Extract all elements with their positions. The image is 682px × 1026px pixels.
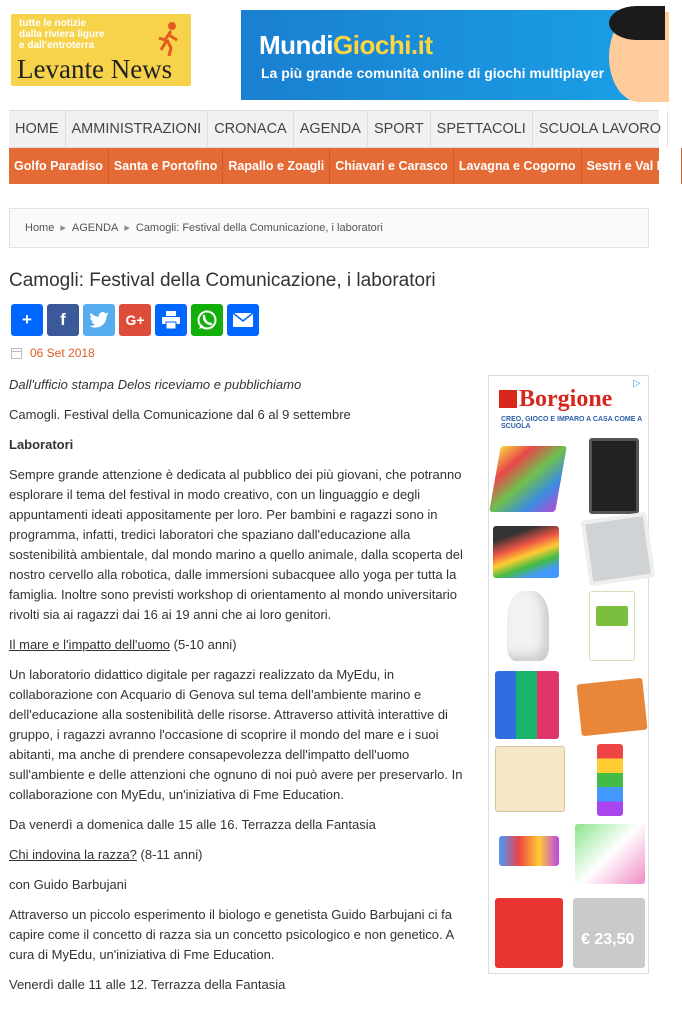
banner-slogan: La più grande comunità online di giochi multiplayer [261,65,605,81]
lab-schedule: Venerdì dalle 11 alle 12. Terrazza della Fantasia [9,977,286,992]
nav-amministrazioni[interactable]: AMMINISTRAZIONI [66,111,209,147]
lab-title: Chi indovina la razza? [9,847,137,862]
book-title-icon [596,606,628,626]
lab-title: Il mare e l'impatto dell'uomo [9,637,171,652]
ad-brand: Borgione [499,386,612,413]
subnav-santa-portofino[interactable]: Santa e Portofino [109,148,223,184]
product-price: € 23,50 [581,931,635,948]
product-speaker-trolley[interactable] [589,438,639,514]
lab-age: (8-11 anni) [136,847,203,862]
nav-agenda[interactable]: AGENDA [294,111,368,147]
cartoon-hair-icon [609,6,665,40]
facebook-icon: f [60,310,66,329]
banner-brand: MundiGiochi.it [259,30,433,60]
lab-age: (5-10 anni) [170,637,237,652]
running-figure-icon [157,22,181,56]
chevron-right-icon: ▸ [60,222,66,234]
subnav-sestri-val-petronio[interactable]: Sestri e Val Pet [582,148,682,184]
subnav-rapallo-zoagli[interactable]: Rapallo e Zoagli [223,148,330,184]
product-plastic-sheets[interactable] [575,824,645,884]
nav-scuola-lavoro[interactable]: SCUOLA LAVORO [533,111,668,147]
nav-spettacoli[interactable]: SPETTACOLI [431,111,533,147]
whatsapp-icon [196,309,218,331]
product-mirror-panel[interactable] [581,512,656,587]
product-colored-shapes[interactable] [499,836,559,866]
article-lead: Camogli. Festival della Comunicazione dal 6 al 9 settembre [9,407,351,422]
subnav-lavagna-cogorno[interactable]: Lavagna e Cogorno [454,148,582,184]
print-icon [161,311,181,329]
lab-host: con Guido Barbujani [9,877,127,892]
product-binders[interactable] [495,671,559,739]
mundigiochi-banner[interactable] [241,10,659,100]
share-bar [11,304,259,336]
twitter-icon [89,312,109,328]
breadcrumb-agenda[interactable]: AGENDA [71,222,119,234]
nav-sport[interactable]: SPORT [368,111,431,147]
logo-name: Levante News [17,54,173,84]
article-paragraph: Un laboratorio didattico digitale per ragazzi realizzato da MyEdu, in collaborazione con Acquario di Genova sul tema dell'ambiente marino e dell'educazione alla sostenibilità delle risorse. Attraverso attività interattive di gruppo, i ragazzi avranno l'occasione di scoprire il mondo del mare e i suoi abitanti, ma anche di prendere consapevolezza dell'impatto dell'uomo sull'ambiente e delle attenzioni che ognuno di noi può avere per preservarlo. In collaborazione con MyEdu, un'iniziativa di Fme Education. [9,667,463,802]
calendar-icon [11,348,22,359]
article-body [9,375,481,1005]
share-email-button[interactable] [227,304,259,336]
product-folder[interactable] [576,678,647,737]
share-twitter-button[interactable] [83,304,115,336]
lab-heading [9,845,481,865]
subnav-golfo-paradiso[interactable]: Golfo Paradiso [9,148,109,184]
borgione-logo-icon [499,390,517,408]
product-colored-paper[interactable] [489,446,567,512]
mail-icon [233,313,253,327]
share-googleplus-button[interactable] [119,304,151,336]
article-intro: Dall'ufficio stampa Delos riceviamo e pubblichiamo [9,377,302,392]
article-section-heading: Laboratori [9,437,74,452]
subnav-chiavari-carasco[interactable]: Chiavari e Carasco [330,148,454,184]
product-stacking-tower[interactable] [597,744,623,816]
lab-schedule: Da venerdì a domenica dalle 15 alle 16. Terrazza della Fantasia [9,817,376,832]
product-clear-pockets[interactable] [495,898,563,968]
article-date: 06 Set 2018 [11,346,95,360]
plus-icon: + [22,310,32,329]
borgione-ad[interactable] [488,375,649,974]
nav-home[interactable]: HOME [9,111,66,147]
share-whatsapp-button[interactable] [191,304,223,336]
adchoices-icon[interactable]: ▷ [633,378,641,389]
lab-heading [9,635,481,655]
product-book[interactable] [589,591,635,661]
area-navigation [9,148,677,184]
logo-tagline: tutte le notizie dalla riviera ligure e dall'entroterra [19,18,105,51]
page-title: Camogli: Festival della Comunicazione, i laboratori [9,270,436,291]
breadcrumb-current: Camogli: Festival della Comunicazione, i laboratori [135,222,383,234]
site-logo[interactable] [11,14,191,86]
main-navigation [9,110,662,148]
product-puzzle-doll[interactable] [495,746,565,812]
breadcrumb [9,208,649,248]
share-print-button[interactable] [155,304,187,336]
product-figurine[interactable] [507,591,549,661]
share-facebook-button[interactable] [47,304,79,336]
article-paragraph: Sempre grande attenzione è dedicata al pubblico dei più giovani, che potranno esplorare il tema del festival in modo creativo, con un linguaggio e degli appuntamenti ideati appositamente per loro. Per bambini e ragazzi sono in programma, infatti, tredici laboratori che spaziano dall'educazione alla sostenibilità ambientale, dal mondo marino a quello animale, dalla scoperta del nostro cervello alla robotica, dalle immersioni subacquee allo yoga per tutta la famiglia. Inoltre sono previsti workshop di orientamento al mondo universitario rivolti sia ai ragazzi dai 16 ai 19 anni che ai loro genitori. [9,467,463,622]
breadcrumb-home[interactable]: Home [25,222,55,234]
ad-tagline: CREO, GIOCO E IMPARO A CASA COME A SCUOLA [501,416,642,430]
article-paragraph: Attraverso un piccolo esperimento il biologo e genetista Guido Barbujani ci fa capire come il concetto di razza sia un concetto psicologico e non genetico. A cura di MyEdu, un'iniziativa di Fme Education. [9,907,454,962]
share-add-button[interactable] [11,304,43,336]
googleplus-icon: G+ [125,312,145,328]
product-color-sheets[interactable] [493,526,559,578]
nav-cronaca[interactable]: CRONACA [208,111,294,147]
chevron-right-icon: ▸ [124,222,130,234]
